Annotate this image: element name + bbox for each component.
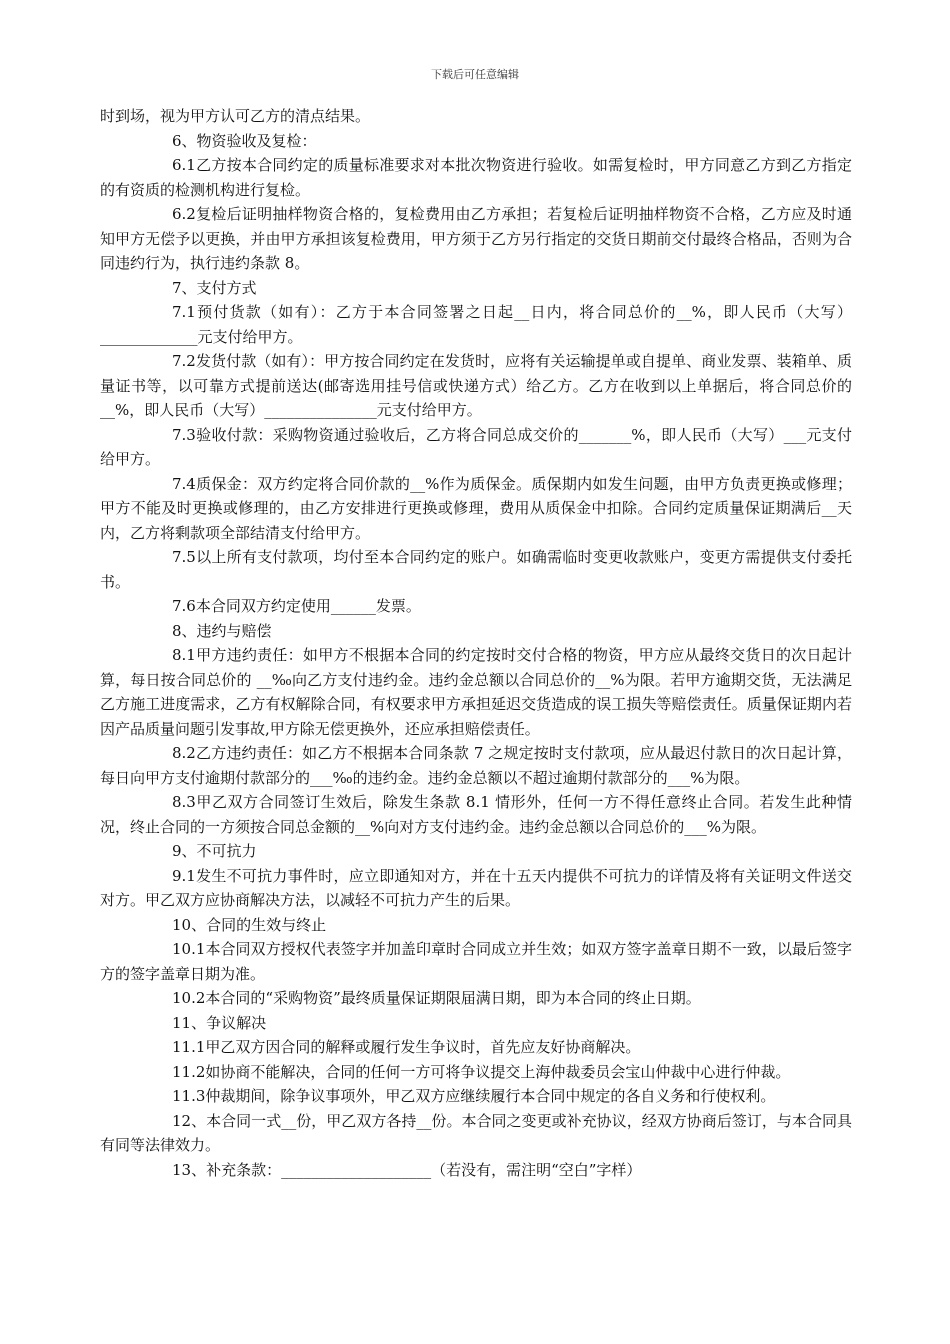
clause-text: 甲乙双方因合同的解释或履行发生争议时，首先应友好协商解决。 [205, 1038, 641, 1056]
clause-paragraph [100, 790, 852, 839]
clause-paragraph [100, 1109, 852, 1158]
clause-paragraph [100, 104, 852, 129]
clause-text: 本合同双方授权代表签字并加盖印章时合同成立并生效；如双方签字盖章日期不一致，以最后签字方的签字盖章日期为准。 [100, 940, 852, 983]
clause-number: 8.3 [172, 793, 196, 811]
clause-paragraph [100, 276, 852, 301]
clause-number: 7.4 [172, 474, 196, 493]
clause-number: 7.5 [172, 548, 196, 566]
clause-number: 7.6 [172, 597, 196, 615]
clause-number: 10.1 [172, 940, 206, 958]
clause-number: 7.1 [172, 303, 196, 321]
clause-text: 合同的生效与终止 [206, 915, 327, 934]
clause-number: 6.2 [172, 205, 196, 223]
clause-text: 乙方违约责任：如乙方不根据本合同条款 7 之规定按时支付款项，应从最迟付款日的次日起计算，每日向甲方支付逾期付款部分的___‰的违约金。违约金总额以不超过逾期付款部分的___%为限。 [100, 744, 852, 787]
clause-text: 质保金：双方约定将合同价款的__%作为质保金。质保期内如发生问题，由甲方负责更换或修理；甲方不能及时更换或修理的，由乙方安排进行更换或修理，费用从质保金中扣除。合同约定质量保证期满后__天内，乙方将剩款项全部结清支付给甲方。 [100, 474, 852, 542]
clause-paragraph [100, 741, 852, 790]
clause-paragraph [100, 129, 852, 154]
clause-number: 8.1 [172, 646, 196, 664]
clause-text: 时到场，视为甲方认可乙方的清点结果。 [100, 107, 371, 125]
clause-number: 11、 [172, 1013, 207, 1032]
clause-paragraph [100, 913, 852, 938]
clause-text: 发货付款（如有）：甲方按合同约定在发货时，应将有关运输提单或自提单、商业发票、装箱单、质量证书等，以可靠方式提前送达(邮寄选用挂号信或快递方式）给乙方。乙方在收到以上单据后，将合同总价的__%，即人民币（大写）_______________元支付给甲方。 [100, 352, 852, 419]
clause-number: 11.3 [172, 1087, 206, 1105]
clause-paragraph [100, 300, 852, 349]
clause-paragraph [100, 986, 852, 1011]
clause-number: 12、 [172, 1111, 207, 1130]
clause-number: 7、 [172, 278, 197, 297]
clause-number: 11.2 [172, 1062, 206, 1081]
clause-paragraph [100, 643, 852, 741]
clause-number: 11.1 [172, 1038, 206, 1056]
clause-number: 6.1 [172, 156, 196, 174]
clause-text: 乙方按本合同约定的质量标准要求对本批次物资进行验收。如需复检时，甲方同意乙方到乙方指定的有资质的检测机构进行复检。 [100, 156, 852, 199]
clause-text: 如协商不能解决，合同的任何一方可将争议提交上海仲裁委员会宝山仲裁中心进行仲裁。 [205, 1062, 791, 1081]
clause-paragraph [100, 472, 852, 546]
clause-paragraph [100, 1158, 852, 1183]
clause-text: 发生不可抗力事件时，应立即通知对方，并在十五天内提供不可抗力的详情及将有关证明文件送交对方。甲乙双方应协商解决方法，以减轻不可抗力产生的后果。 [100, 866, 852, 909]
contract-body [100, 104, 852, 1182]
clause-paragraph [100, 1084, 852, 1109]
clause-number: 10、 [172, 915, 207, 934]
clause-paragraph [100, 864, 852, 913]
clause-text: 本合同一式__份，甲乙双方各持__份。本合同之变更或补充协议，经双方协商后签订，与本合同具有同等法律效力。 [100, 1111, 852, 1154]
clause-text: 不可抗力 [196, 842, 257, 860]
clause-paragraph [100, 545, 852, 594]
clause-text: 本合同双方约定使用______发票。 [195, 597, 421, 615]
clause-paragraph [100, 1011, 852, 1036]
clause-number: 8.2 [172, 744, 196, 762]
clause-paragraph [100, 619, 852, 644]
clause-number: 7.3 [172, 425, 196, 444]
clause-number: 6、 [172, 131, 197, 150]
clause-number: 10.2 [172, 989, 206, 1007]
clause-paragraph [100, 1035, 852, 1060]
clause-text: 补充条款：____________________（若没有，需注明“空白”字样） [206, 1160, 642, 1179]
clause-paragraph [100, 839, 852, 864]
clause-paragraph [100, 153, 852, 202]
clause-text: 本合同的“采购物资”最终质量保证期限届满日期，即为本合同的终止日期。 [205, 989, 701, 1007]
clause-number: 9、 [172, 842, 197, 860]
clause-text: 以上所有支付款项，均付至本合同约定的账户。如确需临时变更收款账户，变更方需提供支付委托书。 [100, 548, 852, 591]
clause-paragraph [100, 423, 852, 472]
clause-paragraph [100, 1060, 852, 1085]
clause-text: 争议解决 [206, 1013, 267, 1032]
clause-text: 甲方违约责任：如甲方不根据本合同的约定按时交付合格的物资，甲方应从最终交货日的次日起计算，每日按合同总价的 __‰向乙方支付违约金。违约金总额以合同总价的__%为限。若甲方逾期交货，无法满足乙方施工进度需求，乙方有权解除合同，有权要求甲方承担延迟交货造成的误工损失等赔偿责任。质量保证期内若因产品质量问题引发事故,甲方除无偿更换外，还应承担赔偿责任。 [100, 646, 852, 738]
clause-number: 9.1 [172, 866, 196, 885]
clause-text: 违约与赔偿 [196, 621, 272, 640]
clause-text: 复检后证明抽样物资合格的，复检费用由乙方承担；若复检后证明抽样物资不合格，乙方应及时通知甲方无偿予以更换，并由甲方承担该复检费用，甲方须于乙方另行指定的交货日期前交付最终合格品，否则为合同违约行为，执行违约条款 8。 [100, 205, 852, 272]
clause-number: 7.2 [172, 352, 196, 370]
clause-paragraph [100, 937, 852, 986]
clause-text: 仲裁期间，除争议事项外，甲乙双方应继续履行本合同中规定的各自义务和行使权利。 [205, 1087, 776, 1105]
clause-text: 预付货款（如有）：乙方于本合同签署之日起__日内，将合同总价的__%，即人民币（大写）_____________元支付给甲方。 [100, 303, 852, 346]
clause-text: 甲乙双方合同签订生效后，除发生条款 8.1 情形外，任何一方不得任意终止合同。若发生此种情况，终止合同的一方须按合同总金额的__%向对方支付违约金。违约金总额以合同总价的___%为限。 [100, 793, 852, 836]
clause-paragraph [100, 202, 852, 276]
clause-paragraph [100, 594, 852, 619]
clause-paragraph [100, 349, 852, 423]
clause-number: 13、 [172, 1160, 207, 1179]
clause-text: 验收付款：采购物资通过验收后，乙方将合同总成交价的_______%，即人民币（大写）___元支付给甲方。 [100, 425, 852, 468]
clause-number: 8、 [172, 621, 197, 640]
clause-text: 物资验收及复检： [196, 131, 317, 150]
clause-text: 支付方式 [196, 278, 257, 297]
page-header: 下载后可任意编辑 [431, 68, 519, 81]
